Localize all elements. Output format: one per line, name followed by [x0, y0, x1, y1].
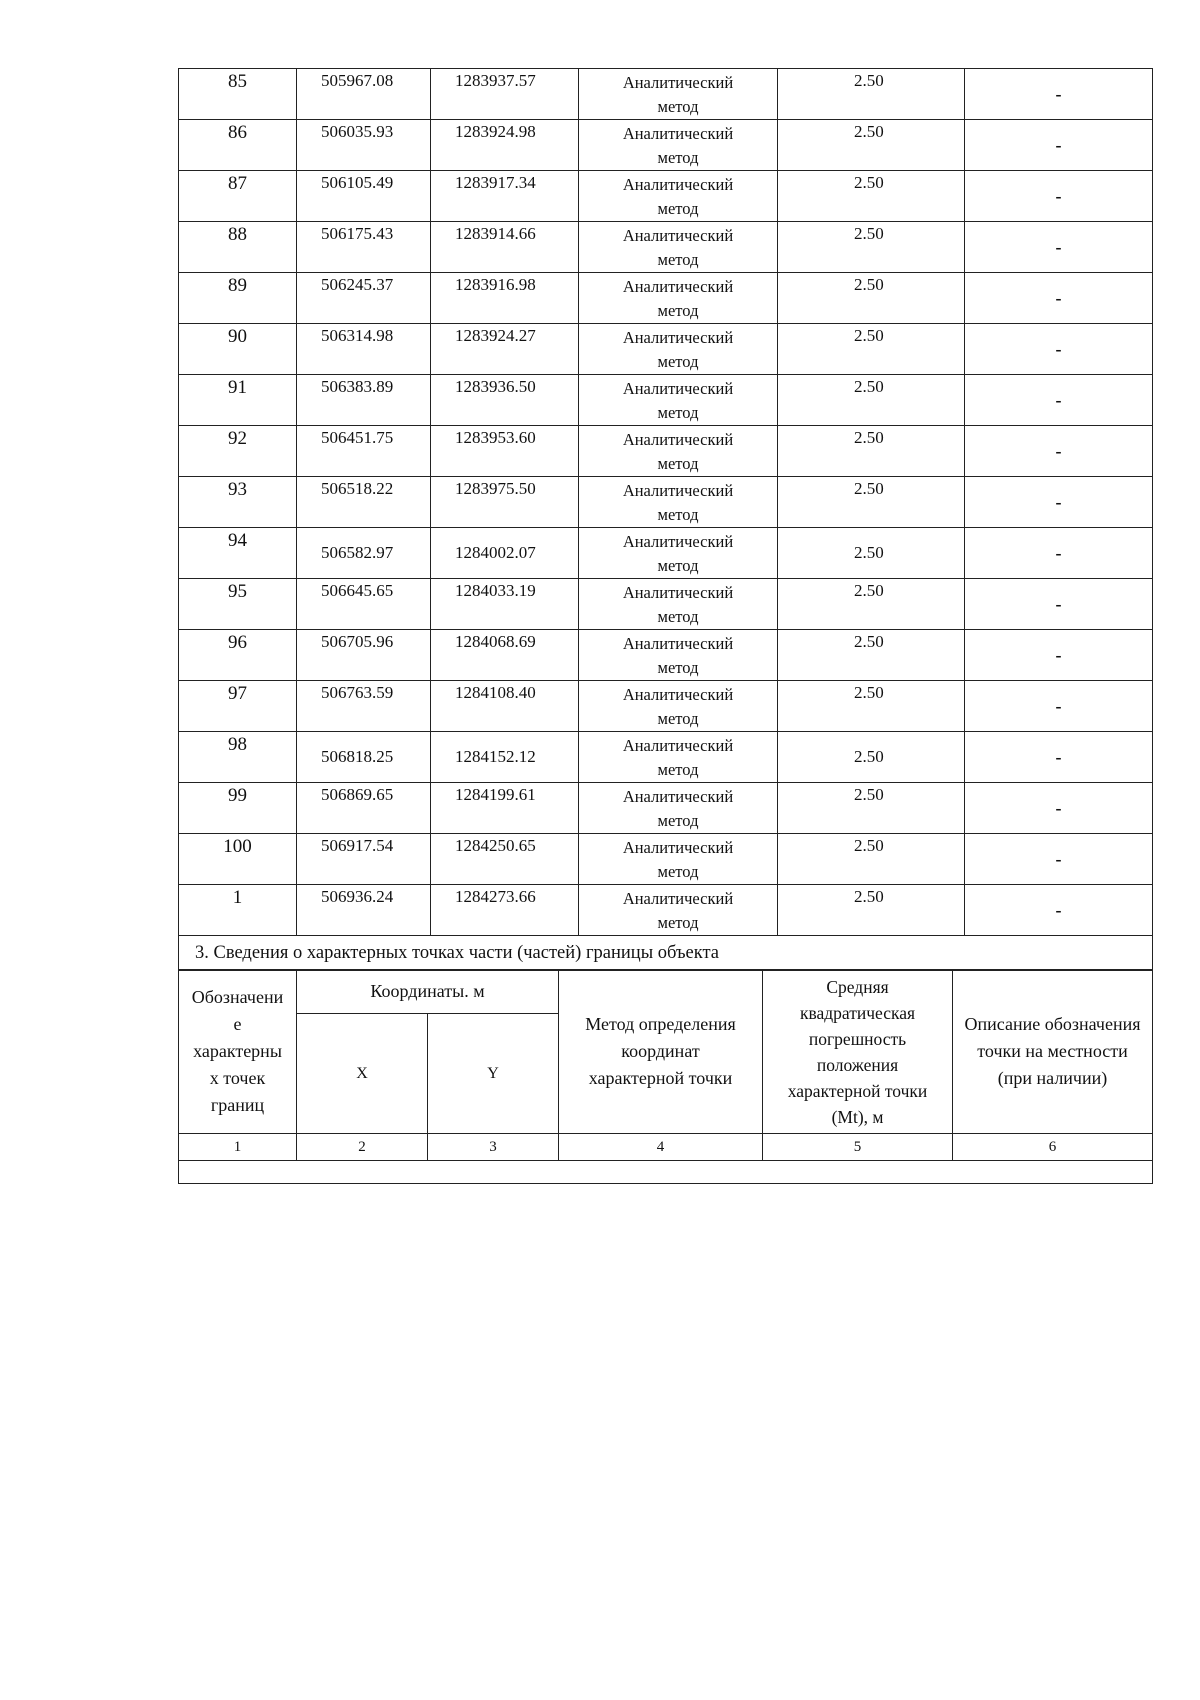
point-number: 93 — [179, 477, 297, 528]
table-row — [179, 528, 1153, 579]
error-line: Средняя — [826, 976, 889, 997]
method-cell — [579, 834, 778, 885]
x-coordinate: 506518.22 — [297, 477, 431, 528]
empty-row — [179, 1161, 1153, 1184]
y-coordinate: 1283917.34 — [431, 171, 579, 222]
empty-cell — [179, 1161, 1153, 1184]
point-number: 87 — [179, 171, 297, 222]
point-number: 97 — [179, 681, 297, 732]
method-line: Метод определения — [585, 1014, 736, 1035]
mt-value: 2.50 — [778, 222, 965, 273]
method-line-1: Аналитический — [622, 685, 734, 704]
method-line-2: метод — [657, 97, 699, 116]
method-line-2: метод — [657, 760, 699, 779]
x-coordinate: 506035.93 — [297, 120, 431, 171]
method-line-2: метод — [657, 505, 699, 524]
method-line-2: метод — [657, 556, 699, 575]
description-cell: - — [965, 681, 1153, 732]
mt-value: 2.50 — [778, 69, 965, 120]
mt-value: 2.50 — [778, 681, 965, 732]
point-number: 90 — [179, 324, 297, 375]
method-line-2: метод — [657, 913, 699, 932]
x-header: X — [297, 1014, 428, 1134]
x-coordinate: 506105.49 — [297, 171, 431, 222]
point-number: 89 — [179, 273, 297, 324]
point-number: 95 — [179, 579, 297, 630]
method-cell — [579, 273, 778, 324]
method-line-1: Аналитический — [622, 277, 734, 296]
designation-line: х точек — [209, 1068, 266, 1089]
method-line-1: Аналитический — [622, 124, 734, 143]
point-number: 91 — [179, 375, 297, 426]
points-table — [178, 68, 1153, 971]
y-coordinate: 1283953.60 — [431, 426, 579, 477]
mt-value: 2.50 — [778, 273, 965, 324]
description-line: точки на местности — [977, 1041, 1128, 1062]
method-cell — [579, 69, 778, 120]
table-row — [179, 579, 1153, 630]
description-cell: - — [965, 528, 1153, 579]
method-line-2: метод — [657, 301, 699, 320]
x-coordinate: 506314.98 — [297, 324, 431, 375]
method-line-1: Аналитический — [622, 226, 734, 245]
y-coordinate: 1283924.27 — [431, 324, 579, 375]
section-3-row — [179, 936, 1153, 971]
method-line-1: Аналитический — [622, 532, 734, 551]
column-number: 1 — [179, 1134, 297, 1161]
column-number: 3 — [428, 1134, 559, 1161]
table-row — [179, 120, 1153, 171]
description-cell: - — [965, 324, 1153, 375]
method-line: координат — [621, 1041, 700, 1062]
description-cell: - — [965, 477, 1153, 528]
error-line: (Mt), м — [831, 1106, 884, 1127]
method-line-2: метод — [657, 352, 699, 371]
table-row — [179, 477, 1153, 528]
description-header — [953, 970, 1153, 1134]
mt-value: 2.50 — [778, 885, 965, 936]
table-row — [179, 69, 1153, 120]
method-line-2: метод — [657, 454, 699, 473]
y-coordinate: 1283916.98 — [431, 273, 579, 324]
y-coordinate: 1283975.50 — [431, 477, 579, 528]
method-line-1: Аналитический — [622, 430, 734, 449]
point-number: 100 — [179, 834, 297, 885]
table-row — [179, 630, 1153, 681]
method-line-2: метод — [657, 148, 699, 167]
x-coordinate: 506818.25 — [297, 732, 431, 783]
description-cell: - — [965, 885, 1153, 936]
method-line-1: Аналитический — [622, 583, 734, 602]
method-line-1: Аналитический — [622, 889, 734, 908]
method-cell — [579, 783, 778, 834]
y-coordinate: 1283936.50 — [431, 375, 579, 426]
column-numbers-row — [179, 1134, 1153, 1161]
description-cell: - — [965, 171, 1153, 222]
x-coordinate: 506383.89 — [297, 375, 431, 426]
mt-value: 2.50 — [778, 579, 965, 630]
method-cell — [579, 732, 778, 783]
method-line-2: метод — [657, 403, 699, 422]
y-coordinate: 1284250.65 — [431, 834, 579, 885]
method-cell — [579, 681, 778, 732]
mt-value: 2.50 — [778, 783, 965, 834]
description-cell: - — [965, 426, 1153, 477]
method-line-2: метод — [657, 607, 699, 626]
description-cell: - — [965, 579, 1153, 630]
description-cell: - — [965, 120, 1153, 171]
error-line: погрешность — [808, 1028, 907, 1049]
method-cell — [579, 324, 778, 375]
mt-value: 2.50 — [778, 426, 965, 477]
point-number: 94 — [179, 528, 297, 579]
method-line-2: метод — [657, 811, 699, 830]
point-number: 86 — [179, 120, 297, 171]
description-cell: - — [965, 375, 1153, 426]
y-coordinate: 1284199.61 — [431, 783, 579, 834]
method-header — [559, 970, 763, 1134]
y-coordinate: 1283937.57 — [431, 69, 579, 120]
y-coordinate: 1284273.66 — [431, 885, 579, 936]
description-cell: - — [965, 834, 1153, 885]
table-row — [179, 222, 1153, 273]
table-row — [179, 783, 1153, 834]
method-line-1: Аналитический — [622, 736, 734, 755]
x-coordinate: 506705.96 — [297, 630, 431, 681]
x-coordinate: 506869.65 — [297, 783, 431, 834]
mt-value: 2.50 — [778, 171, 965, 222]
method-line-2: метод — [657, 199, 699, 218]
method-line-1: Аналитический — [622, 481, 734, 500]
column-number: 2 — [297, 1134, 428, 1161]
table-row — [179, 732, 1153, 783]
mt-value: 2.50 — [778, 120, 965, 171]
method-cell — [579, 120, 778, 171]
x-coordinate: 506175.43 — [297, 222, 431, 273]
method-cell — [579, 171, 778, 222]
mt-value: 2.50 — [778, 324, 965, 375]
method-line-1: Аналитический — [622, 787, 734, 806]
mt-value: 2.50 — [778, 375, 965, 426]
point-number: 85 — [179, 69, 297, 120]
method-line-1: Аналитический — [622, 73, 734, 92]
table-row — [179, 834, 1153, 885]
description-cell: - — [965, 783, 1153, 834]
parts-points-table — [178, 969, 1153, 1184]
table-row — [179, 426, 1153, 477]
table-row — [179, 273, 1153, 324]
method-cell — [579, 222, 778, 273]
mt-value: 2.50 — [778, 834, 965, 885]
table-row — [179, 885, 1153, 936]
x-coordinate: 506917.54 — [297, 834, 431, 885]
error-header — [763, 970, 953, 1134]
column-number: 5 — [763, 1134, 953, 1161]
designation-line: границ — [210, 1095, 265, 1116]
method-line-2: метод — [657, 862, 699, 881]
table-row — [179, 375, 1153, 426]
x-coordinate: 506582.97 — [297, 528, 431, 579]
method-line: характерной точки — [588, 1068, 733, 1089]
method-line-2: метод — [657, 250, 699, 269]
point-number: 92 — [179, 426, 297, 477]
designation-line: е — [233, 1014, 242, 1035]
point-number: 99 — [179, 783, 297, 834]
method-line-2: метод — [657, 658, 699, 677]
point-number: 1 — [179, 885, 297, 936]
y-coordinate: 1284002.07 — [431, 528, 579, 579]
error-line: характерной точки — [787, 1080, 928, 1101]
document-page — [178, 68, 1152, 1184]
method-line-1: Аналитический — [622, 175, 734, 194]
method-cell — [579, 426, 778, 477]
error-line: положения — [816, 1054, 899, 1075]
description-cell: - — [965, 630, 1153, 681]
method-line-1: Аналитический — [622, 379, 734, 398]
mt-value: 2.50 — [778, 630, 965, 681]
method-cell — [579, 477, 778, 528]
method-line-1: Аналитический — [622, 838, 734, 857]
description-cell: - — [965, 69, 1153, 120]
designation-header — [179, 970, 297, 1134]
description-line: Описание обозначения — [964, 1014, 1141, 1035]
description-cell: - — [965, 732, 1153, 783]
x-coordinate: 506936.24 — [297, 885, 431, 936]
table-row — [179, 324, 1153, 375]
table-row — [179, 171, 1153, 222]
mt-value: 2.50 — [778, 732, 965, 783]
y-coordinate: 1284068.69 — [431, 630, 579, 681]
method-cell — [579, 630, 778, 681]
section-3-title: 3. Сведения о характерных точках части (частей) границы объекта — [179, 936, 1153, 971]
column-number: 6 — [953, 1134, 1153, 1161]
y-coordinate: 1284033.19 — [431, 579, 579, 630]
method-cell — [579, 528, 778, 579]
point-number: 96 — [179, 630, 297, 681]
method-cell — [579, 375, 778, 426]
designation-line: Обозначени — [191, 987, 284, 1008]
table-row — [179, 681, 1153, 732]
x-coordinate: 506245.37 — [297, 273, 431, 324]
description-cell: - — [965, 222, 1153, 273]
method-cell — [579, 579, 778, 630]
y-header: Y — [428, 1014, 559, 1134]
x-coordinate: 505967.08 — [297, 69, 431, 120]
mt-value: 2.50 — [778, 528, 965, 579]
designation-line: характерны — [193, 1041, 282, 1062]
method-line-2: метод — [657, 709, 699, 728]
error-line: квадратическая — [799, 1002, 916, 1023]
mt-value: 2.50 — [778, 477, 965, 528]
method-cell — [579, 885, 778, 936]
y-coordinate: 1284108.40 — [431, 681, 579, 732]
y-coordinate: 1283914.66 — [431, 222, 579, 273]
x-coordinate: 506645.65 — [297, 579, 431, 630]
description-cell: - — [965, 273, 1153, 324]
description-line: (при наличии) — [997, 1068, 1108, 1089]
column-number: 4 — [559, 1134, 763, 1161]
method-line-1: Аналитический — [622, 634, 734, 653]
point-number: 98 — [179, 732, 297, 783]
y-coordinate: 1283924.98 — [431, 120, 579, 171]
y-coordinate: 1284152.12 — [431, 732, 579, 783]
x-coordinate: 506763.59 — [297, 681, 431, 732]
coords-header: Координаты. м — [297, 970, 559, 1014]
x-coordinate: 506451.75 — [297, 426, 431, 477]
method-line-1: Аналитический — [622, 328, 734, 347]
point-number: 88 — [179, 222, 297, 273]
